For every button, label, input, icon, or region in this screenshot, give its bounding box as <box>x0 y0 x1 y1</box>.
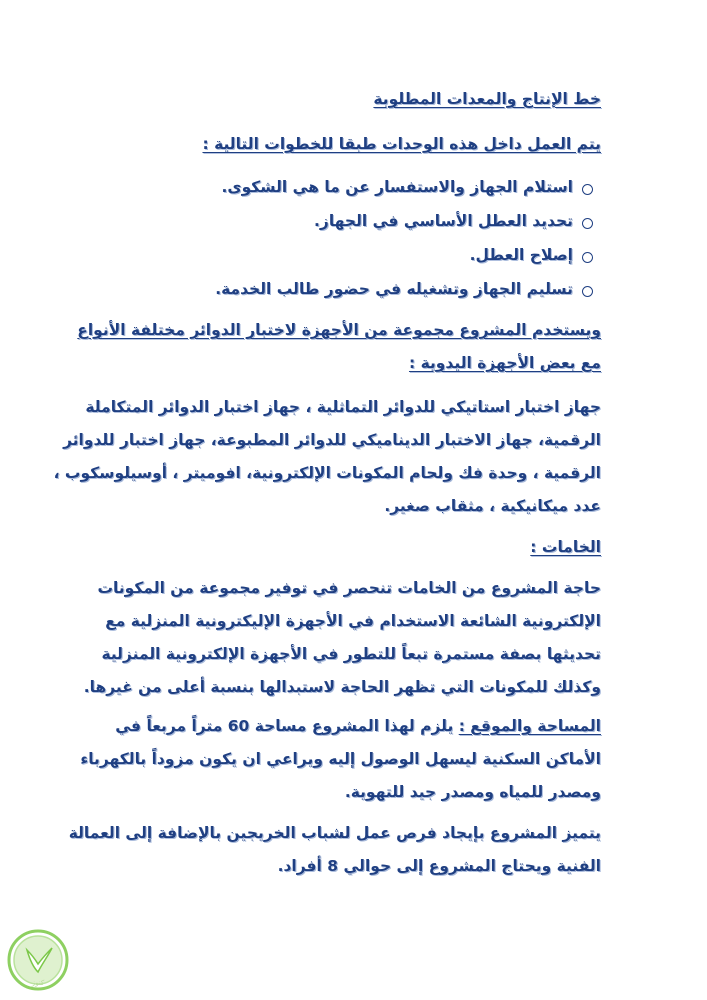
step-text: تحديد العطل الأساسي في الجهاز. <box>314 212 573 230</box>
equipment-intro-line-2: مع بعض الأجهزة اليدوية : <box>408 354 601 372</box>
svg-text:كنوز: كنوز <box>31 979 45 987</box>
list-item <box>215 176 601 210</box>
materials-line-1: حاجة المشروع من الخامات تنحصر في توفير مجموعة من المكونات <box>97 579 601 597</box>
area-line-1-text: يلزم لهذا المشروع مساحة 60 متراً مربعاً في <box>115 717 459 735</box>
equipment-intro-line-1: ويستخدم المشروع مجموعة من الأجهزة لاختبار الدوائر مختلفة الأنواع <box>77 321 601 339</box>
section-heading-production: خط الإنتاج والمعدات المطلوبة <box>373 90 601 108</box>
list-item <box>215 244 601 278</box>
kunooz-logo <box>6 928 70 992</box>
materials-heading: الخامات : <box>530 538 601 556</box>
materials-line-2: الإلكترونية الشائعة الاستخدام في الأجهزة الإليكترونية المنزلية مع <box>105 612 601 630</box>
bullet-circle-icon <box>582 286 593 297</box>
steps-intro: يتم العمل داخل هذه الوحدات طبقا للخطوات التالية : <box>202 135 601 153</box>
equipment-line-2: الرقمية، جهاز الاختبار الديناميكي للدوائر المطبوعة، جهاز اختبار للدوائر <box>63 431 601 449</box>
area-line-2: الأماكن السكنية ليسهل الوصول إليه ويراعي ان يكون مزوداً بالكهرباء <box>80 750 601 768</box>
area-line-1 <box>115 715 601 737</box>
bullet-circle-icon <box>582 184 593 195</box>
bullet-circle-icon <box>582 252 593 263</box>
list-item <box>215 278 601 312</box>
employment-line-1: يتميز المشروع بإيجاد فرص عمل لشباب الخريجين بالإضافة إلى العمالة <box>68 824 601 842</box>
step-text: استلام الجهاز والاستفسار عن ما هي الشكوى. <box>221 178 573 196</box>
equipment-line-4: عدد ميكانيكية ، مثقاب صغير. <box>384 497 601 515</box>
bullet-circle-icon <box>582 218 593 229</box>
equipment-line-3: الرقمية ، وحدة فك ولحام المكونات الإلكترونية، افوميتر ، أوسيلوسكوب ، <box>53 464 601 482</box>
step-text: تسليم الجهاز وتشغيله في حضور طالب الخدمة. <box>215 280 573 298</box>
list-item <box>215 210 601 244</box>
area-line-3: ومصدر للمياه ومصدر جيد للتهوية. <box>344 783 601 801</box>
area-label: المساحة والموقع : <box>458 717 601 735</box>
employment-line-2: الفنية ويحتاج المشروع إلى حوالي 8 أفراد. <box>277 857 601 875</box>
equipment-line-1: جهاز اختبار استاتيكي للدوائر التماثلية ، جهاز اختبار الدوائر المتكاملة <box>85 398 601 416</box>
materials-line-4: وكذلك للمكونات التي تظهر الحاجة لاستبدالها بنسبة أعلى من غيرها. <box>83 678 601 696</box>
materials-line-3: تحديثها بصفة مستمرة تبعاً للتطور في الأجهزة الإلكترونية المنزلية <box>101 645 601 663</box>
steps-list <box>215 176 601 312</box>
step-text: إصلاح العطل. <box>469 246 573 264</box>
